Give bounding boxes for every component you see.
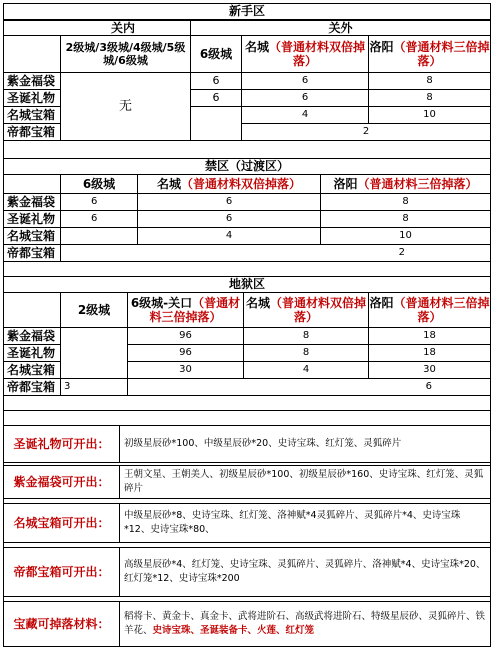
header-text (333, 177, 477, 191)
cell-luoyang (320, 227, 491, 245)
cell-level6 (190, 89, 242, 107)
cell-level6-empty (190, 106, 242, 141)
drop-text-content: 初级星辰砂*100、中级星辰砂*20、史诗宝珠、红灯笼、灵狐碎片 (124, 438, 402, 450)
header-note: （普通材料双倍掉落） (181, 176, 302, 191)
cell-mingcheng (137, 210, 321, 228)
row-label-blank (3, 174, 61, 194)
row-label-text: 帝都宝箱 (7, 124, 56, 139)
header-city: 名城 (156, 176, 181, 191)
cell-luoyang (368, 361, 491, 379)
cell-level6 (60, 210, 138, 228)
row-label-text: 紫金福袋 (7, 328, 56, 343)
row-label-text: 名城宝箱 (7, 362, 56, 377)
header-level2 (60, 292, 128, 328)
cell-text: 96 (179, 347, 192, 358)
section-gap (3, 410, 491, 426)
cell-text: 6 (301, 92, 309, 103)
cell-text: 18 (423, 347, 436, 358)
drop-label (3, 425, 120, 463)
cell-text: 6 (91, 213, 98, 224)
header-text: 2级城 (77, 302, 111, 317)
row-label (3, 72, 61, 90)
cell-luoyang (320, 210, 491, 228)
row-label (3, 361, 61, 379)
cell-mingcheng (243, 327, 369, 345)
header-text: 关内 (110, 20, 135, 35)
row-label (3, 244, 61, 262)
cell-text: 8 (302, 347, 310, 358)
cell-level6 (127, 344, 244, 362)
cell-luoyang (368, 344, 491, 362)
cell-mingcheng (243, 344, 369, 362)
cell-level6 (60, 193, 138, 211)
cell-text: 2 (398, 247, 405, 258)
row-label (3, 344, 61, 362)
drop-text-plain: 稻将卡、黄金卡、真金卡、武将进阶石、高级武将进阶石、特级星辰砂、灵狐碎片、铁羊花、 (124, 611, 486, 636)
cell-text: 6 (225, 213, 233, 224)
cell-text: 4 (301, 109, 309, 120)
cell-luoyang-merged (241, 123, 491, 141)
cell-text: 8 (402, 213, 409, 224)
cell-mingcheng (241, 72, 369, 90)
header-mingcheng (137, 174, 321, 194)
cell-luoyang-merged (60, 244, 491, 262)
cell-text: 6 (425, 381, 432, 392)
drop-label (3, 601, 120, 647)
cell-mingcheng (243, 361, 369, 379)
cell-text: 8 (426, 75, 433, 86)
header-text: 关外 (328, 20, 353, 35)
header-city: 洛阳 (333, 176, 358, 191)
cell-text: 2 (362, 126, 370, 137)
header-text: 2级城/3级城/4级城/5级城/6级城 (65, 40, 186, 67)
section-gap (3, 140, 491, 159)
cell-level6 (127, 327, 244, 345)
cell-text: 8 (402, 196, 409, 207)
cell-text: 6 (212, 74, 220, 88)
row-label-blank (3, 35, 61, 73)
section-gap (3, 261, 491, 277)
header-note: （普通材料双倍掉落） (270, 295, 367, 324)
cell-level6-empty (60, 227, 138, 245)
section-title-text: 地狱区 (228, 277, 265, 292)
cell-mingcheng (137, 193, 321, 211)
drop-label-text: 圣诞礼物可开出： (13, 436, 110, 451)
row-label (3, 106, 61, 124)
cell-mingcheng (241, 106, 369, 124)
drop-text-content (124, 610, 486, 638)
header-city: 名城 (245, 295, 270, 310)
cell-text: 6 (225, 196, 233, 207)
cell-luoyang (368, 72, 491, 90)
cell-text: 4 (225, 230, 233, 241)
drop-text-content: 中级星辰砂*8、史诗宝珠、红灯笼、洛神赋*4灵狐碎片、灵狐碎片*4、史诗宝珠*12、史诗宝珠*80、 (124, 510, 461, 535)
cell-level2-empty (60, 327, 128, 379)
cell-text: 10 (399, 230, 412, 241)
drop-text-content: 高级星辰砂*4、红灯笼、史诗宝珠、灵狐碎片、灵狐碎片、洛神赋*4、史诗宝珠*20、红灯笼*12、史诗宝珠*200 (124, 559, 486, 584)
drop-text-content: 王朝文星、王朝美人、初级星辰砂*100、初级星辰砂*160、史诗宝珠、红灯笼、灵狐碎片 (124, 469, 484, 494)
cell-text: 10 (423, 109, 436, 120)
row-label-text: 帝都宝箱 (7, 245, 56, 260)
header-mingcheng (243, 292, 369, 328)
cell-luoyang (368, 89, 491, 107)
row-label (3, 227, 61, 245)
cell-mingcheng (241, 89, 369, 107)
cell-text: 无 (118, 98, 132, 114)
cell-text: 6 (212, 91, 220, 105)
header-text (369, 40, 490, 69)
header-mingcheng (241, 35, 369, 73)
header-guanwai (190, 20, 491, 36)
row-label-text: 帝都宝箱 (7, 379, 56, 394)
row-label-blank (3, 292, 61, 328)
header-level6 (60, 174, 138, 194)
drop-text (119, 503, 491, 543)
cell-level6 (127, 361, 244, 379)
drop-text (119, 425, 491, 463)
drop-text (119, 465, 491, 499)
header-cities-list (60, 35, 191, 73)
drop-text (119, 547, 491, 597)
row-label-text: 名城宝箱 (7, 107, 56, 122)
section-title-s3 (3, 276, 491, 293)
cell-text: 6 (91, 196, 98, 207)
header-note: （普通材料三倍掉落） (357, 176, 478, 191)
row-label (3, 210, 61, 228)
cell-text: 30 (423, 364, 436, 375)
drop-label-text: 名城宝箱可开出： (13, 515, 110, 530)
header-text: 6级城 (82, 176, 116, 191)
header-note: （普通材料三倍掉落） (393, 39, 490, 68)
row-label-text: 紫金福袋 (7, 73, 56, 88)
cell-mingcheng (137, 227, 321, 245)
cell-luoyang-merged (127, 378, 491, 396)
header-city: 洛阳 (369, 39, 394, 54)
drop-label-text: 帝都宝箱可开出： (13, 564, 110, 579)
header-text (157, 177, 301, 191)
row-label (3, 378, 61, 396)
drop-label-text: 紫金福袋可开出： (13, 474, 110, 489)
cell-none (60, 72, 191, 141)
header-luoyang (368, 35, 491, 73)
section-title-text: 禁区（过渡区） (204, 159, 289, 174)
header-text (128, 296, 243, 325)
cell-text: 30 (179, 364, 192, 375)
header-city: 洛阳 (369, 295, 394, 310)
row-label-text: 紫金福袋 (7, 194, 56, 209)
cell-text: 3 (64, 381, 71, 392)
section-gap (3, 395, 491, 411)
header-city: 名城 (244, 39, 269, 54)
cell-level6 (190, 72, 242, 90)
row-label (3, 89, 61, 107)
section-title-s2 (3, 158, 491, 175)
row-label (3, 193, 61, 211)
row-label-text: 圣诞礼物 (7, 211, 56, 226)
cell-level2 (60, 378, 128, 396)
drop-label (3, 503, 120, 543)
header-level6 (190, 35, 242, 73)
cell-luoyang (368, 106, 491, 124)
header-text (244, 296, 368, 325)
drop-text (119, 601, 491, 647)
cell-luoyang (320, 193, 491, 211)
header-luoyang (320, 174, 491, 194)
cell-text: 18 (423, 330, 436, 341)
drop-label (3, 465, 120, 499)
cell-text: 8 (302, 330, 310, 341)
header-luoyang (368, 292, 491, 328)
cell-text: 96 (179, 330, 192, 341)
drop-text-highlight: 史诗宝珠、圣诞装备卡、火莲、红灯笼 (152, 625, 315, 636)
header-text: 6级城 (199, 46, 233, 61)
drop-label (3, 547, 120, 597)
section-title-text: 新手区 (228, 4, 265, 19)
section-title-s1 (3, 3, 491, 20)
drop-label-text: 宝藏可掉落材料： (13, 616, 110, 631)
header-text (242, 40, 368, 69)
header-level6 (127, 292, 244, 328)
row-label (3, 327, 61, 345)
row-label-text: 圣诞礼物 (7, 345, 56, 360)
header-text (369, 296, 490, 325)
header-city: 6级城-关口 (130, 295, 193, 310)
cell-text: 4 (302, 364, 310, 375)
row-label-text: 圣诞礼物 (7, 90, 56, 105)
row-label (3, 123, 61, 141)
header-note: （普通材料双倍掉落） (269, 39, 366, 68)
header-note: （普通材料三倍掉落） (393, 295, 490, 324)
cell-text: 6 (301, 75, 309, 86)
cell-text: 8 (426, 92, 433, 103)
row-label-text: 名城宝箱 (7, 228, 56, 243)
header-note: （普通材料三倍掉落） (149, 295, 241, 324)
cell-luoyang (368, 327, 491, 345)
